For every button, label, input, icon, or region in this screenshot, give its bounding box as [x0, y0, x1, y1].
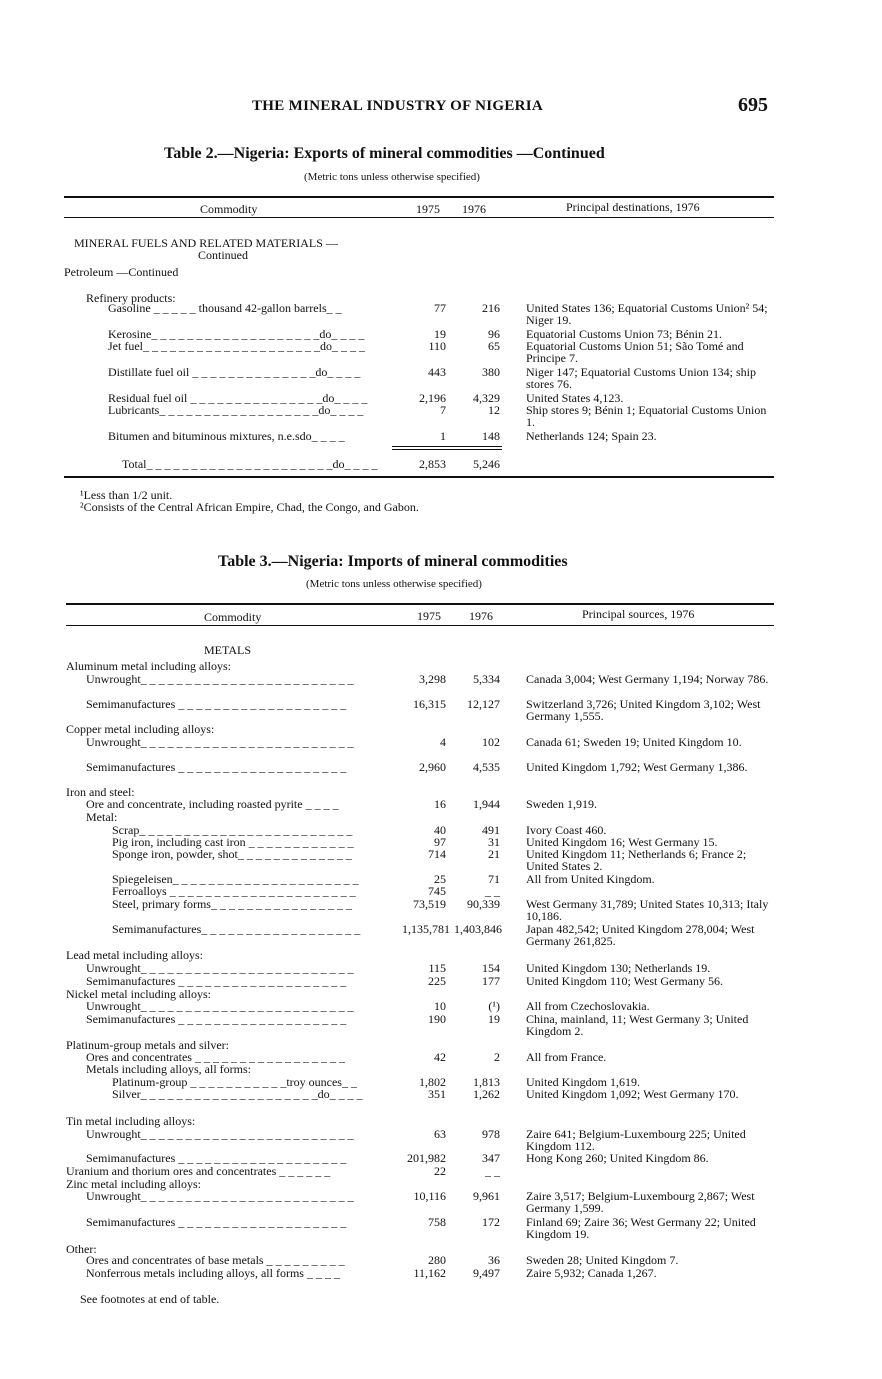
row-value-1976: 21 — [488, 847, 500, 861]
row-label: Semimanufactures _ _ _ _ _ _ _ _ _ _ _ _ _ _ _ _ _ _ _ — [86, 1012, 347, 1026]
row-value-1975: 10 — [434, 999, 446, 1013]
row-value-1975: 1,135,781 — [402, 922, 450, 936]
row-label: Uranium and thorium ores and concentrates _ _ _ _ _ _ — [66, 1164, 331, 1178]
row-value-1975: 1 — [440, 429, 446, 443]
row-label: Distillate fuel oil _ _ _ _ _ _ _ _ _ _ _ _ _ _do_ _ _ _ — [108, 365, 361, 379]
table2-col-destinations: Principal destinations, 1976 — [566, 200, 700, 214]
row-value-1976: 1,403,846 — [454, 922, 502, 936]
row-label: Spiegeleisen_ _ _ _ _ _ _ _ _ _ _ _ _ _ _ _ _ _ _ _ _ — [112, 872, 359, 886]
row-value-1975: 745 — [428, 884, 446, 898]
row-value-1975: 3,298 — [419, 672, 446, 686]
row-label: Bitumen and bituminous mixtures, n.e.sdo_ _ _ _ — [108, 429, 345, 443]
row-value-1975: 110 — [428, 339, 446, 353]
table3-col-commodity: Commodity — [204, 610, 262, 624]
row-destinations: Niger 147; Equatorial Customs Union 134; ship stores 76. — [526, 365, 756, 391]
row-value-1975: 351 — [428, 1087, 446, 1101]
row-sources: United Kingdom 1,092; West Germany 170. — [526, 1087, 739, 1101]
table3-footnote: See footnotes at end of table. — [80, 1292, 220, 1306]
row-label: Nonferrous metals including alloys, all forms _ _ _ _ — [86, 1266, 340, 1280]
row-label: Ores and concentrates of base metals _ _ _ _ _ _ _ _ _ — [86, 1253, 345, 1267]
row-value-1975: 190 — [428, 1012, 446, 1026]
row-value-1976: 491 — [482, 823, 500, 837]
row-label: Gasoline _ _ _ _ _ thousand 42-gallon barrels_ _ — [108, 301, 342, 315]
row-value-1975: 77 — [434, 301, 446, 315]
row-label: Nickel metal including alloys: — [66, 987, 211, 1001]
row-value-1976: 5,246 — [473, 457, 500, 471]
row-destinations: Netherlands 124; Spain 23. — [526, 429, 657, 443]
row-sources: All from Czechoslovakia. — [526, 999, 650, 1013]
table2-subsection: Petroleum —Continued — [64, 265, 179, 279]
row-value-1975: 22 — [434, 1164, 446, 1178]
row-value-1975: 280 — [428, 1253, 446, 1267]
row-value-1976: 4,535 — [473, 760, 500, 774]
page-number: 695 — [738, 94, 768, 116]
row-sources: United Kingdom 16; West Germany 15. — [526, 835, 718, 849]
row-destinations: United States 136; Equatorial Customs Union² 54; Niger 19. — [526, 301, 768, 327]
row-label: Tin metal including alloys: — [66, 1114, 196, 1128]
row-value-1975: 10,116 — [413, 1189, 446, 1203]
row-label: Residual fuel oil _ _ _ _ _ _ _ _ _ _ _ _ _ _ _do_ _ _ _ — [108, 391, 368, 405]
row-value-1976: (¹) — [488, 999, 500, 1013]
row-value-1975: 7 — [440, 403, 446, 417]
table2-group: Refinery products: — [86, 291, 176, 305]
row-sources: All from France. — [526, 1050, 607, 1064]
row-label: Metals including alloys, all forms: — [86, 1062, 251, 1076]
row-value-1975: 2,960 — [419, 760, 446, 774]
row-label: Semimanufactures _ _ _ _ _ _ _ _ _ _ _ _ _ _ _ _ _ _ _ — [86, 760, 347, 774]
row-value-1975: 443 — [428, 365, 446, 379]
row-value-1975: 19 — [434, 327, 446, 341]
row-value-1976: 9,497 — [473, 1266, 500, 1280]
row-sources: Zaire 641; Belgium-Luxembourg 225; United Kingdom 112. — [526, 1127, 746, 1153]
row-value-1976: 154 — [482, 961, 500, 975]
row-value-1976: 4,329 — [473, 391, 500, 405]
row-value-1975: 225 — [428, 974, 446, 988]
row-label: Sponge iron, powder, shot_ _ _ _ _ _ _ _ _ _ _ _ _ — [112, 847, 352, 861]
row-value-1975: 4 — [440, 735, 446, 749]
row-sources: Switzerland 3,726; United Kingdom 3,102; West Germany 1,555. — [526, 697, 761, 723]
row-value-1975: 63 — [434, 1127, 446, 1141]
row-value-1976: 5,334 — [473, 672, 500, 686]
row-label: Silver_ _ _ _ _ _ _ _ _ _ _ _ _ _ _ _ _ _ _ _do_ _ _ _ — [112, 1087, 363, 1101]
table2-col-1975: 1975 — [416, 202, 440, 216]
row-label: Semimanufactures _ _ _ _ _ _ _ _ _ _ _ _ _ _ _ _ _ _ _ — [86, 974, 347, 988]
row-label: Semimanufactures _ _ _ _ _ _ _ _ _ _ _ _ _ _ _ _ _ _ _ — [86, 1151, 347, 1165]
row-value-1976: _ _ — [485, 1164, 500, 1178]
row-label: Semimanufactures_ _ _ _ _ _ _ _ _ _ _ _ _ _ _ _ _ _ — [112, 922, 361, 936]
row-sources: Canada 3,004; West Germany 1,194; Norway 786. — [526, 672, 769, 686]
row-sources: United Kingdom 1,792; West Germany 1,386. — [526, 760, 748, 774]
row-label: Unwrought_ _ _ _ _ _ _ _ _ _ _ _ _ _ _ _ _ _ _ _ _ _ _ _ — [86, 735, 354, 749]
row-value-1976: 1,813 — [473, 1075, 500, 1089]
row-value-1976: 12,127 — [467, 697, 500, 711]
row-label: Ores and concentrates _ _ _ _ _ _ _ _ _ _ _ _ _ _ _ _ _ — [86, 1050, 345, 1064]
row-label: Unwrought_ _ _ _ _ _ _ _ _ _ _ _ _ _ _ _ _ _ _ _ _ _ _ _ — [86, 1189, 354, 1203]
row-sources: Japan 482,542; United Kingdom 278,004; West Germany 261,825. — [526, 922, 755, 948]
row-value-1976: 2 — [494, 1050, 500, 1064]
row-label: Aluminum metal including alloys: — [66, 659, 231, 673]
table3-title: Table 3.—Nigeria: Imports of mineral commodities — [218, 553, 568, 570]
row-value-1975: 201,982 — [407, 1151, 446, 1165]
row-sources: Zaire 5,932; Canada 1,267. — [526, 1266, 657, 1280]
row-label: Semimanufactures _ _ _ _ _ _ _ _ _ _ _ _ _ _ _ _ _ _ _ — [86, 1215, 347, 1229]
row-value-1976: 978 — [482, 1127, 500, 1141]
table3-section-heading: METALS — [204, 643, 252, 657]
row-value-1975: 97 — [434, 835, 446, 849]
row-value-1975: 25 — [434, 872, 446, 886]
row-sources: United Kingdom 11; Netherlands 6; France 2; United States 2. — [526, 847, 747, 873]
row-destinations: Ship stores 9; Bénin 1; Equatorial Customs Union 1. — [526, 403, 767, 429]
row-sources: Sweden 1,919. — [526, 797, 597, 811]
row-value-1975: 758 — [428, 1215, 446, 1229]
footnote-1: ¹Less than 1/2 unit. — [80, 488, 173, 502]
row-value-1976: 19 — [488, 1012, 500, 1026]
row-label: Unwrought_ _ _ _ _ _ _ _ _ _ _ _ _ _ _ _ _ _ _ _ _ _ _ _ — [86, 961, 354, 975]
table2-col-1976: 1976 — [462, 202, 486, 216]
row-label: Ferroalloys _ _ _ _ _ _ _ _ _ _ _ _ _ _ _ _ _ _ _ _ _ — [112, 884, 356, 898]
row-sources: United Kingdom 110; West Germany 56. — [526, 974, 724, 988]
row-value-1976: 216 — [482, 301, 500, 315]
row-label: Kerosine_ _ _ _ _ _ _ _ _ _ _ _ _ _ _ _ _ _ _do_ _ _ _ — [108, 327, 365, 341]
row-value-1976: 96 — [488, 327, 500, 341]
table2-top-rule — [64, 196, 774, 198]
row-value-1975: 115 — [428, 961, 446, 975]
row-value-1976: 172 — [482, 1215, 500, 1229]
table2-section-heading: MINERAL FUELS AND RELATED MATERIALS — — [74, 236, 338, 250]
running-title: THE MINERAL INDUSTRY OF NIGERIA — [252, 98, 544, 114]
row-value-1976: 1,944 — [473, 797, 500, 811]
row-destinations: Equatorial Customs Union 51; São Tomé and Principe 7. — [526, 339, 744, 365]
row-sources: Sweden 28; United Kingdom 7. — [526, 1253, 679, 1267]
row-label: Ore and concentrate, including roasted pyrite _ _ _ _ — [86, 797, 339, 811]
table3-header-rule — [66, 625, 774, 626]
row-label: Platinum-group metals and silver: — [66, 1038, 229, 1052]
row-label: Platinum-group _ _ _ _ _ _ _ _ _ _ _troy ounces_ _ — [112, 1075, 357, 1089]
row-label: Other: — [66, 1242, 97, 1256]
row-sources: West Germany 31,789; United States 10,313; Italy 10,186. — [526, 897, 769, 923]
row-label: Steel, primary forms_ _ _ _ _ _ _ _ _ _ _ _ _ _ _ _ — [112, 897, 352, 911]
row-label: Unwrought_ _ _ _ _ _ _ _ _ _ _ _ _ _ _ _ _ _ _ _ _ _ _ _ — [86, 672, 354, 686]
row-sources: Canada 61; Sweden 19; United Kingdom 10. — [526, 735, 742, 749]
row-sources: United Kingdom 1,619. — [526, 1075, 640, 1089]
row-sources: Zaire 3,517; Belgium-Luxembourg 2,867; West Germany 1,599. — [526, 1189, 755, 1215]
row-value-1975: 714 — [428, 847, 446, 861]
row-value-1975: 16 — [434, 797, 446, 811]
table2-section-continued: Continued — [198, 248, 248, 262]
row-label: Scrap_ _ _ _ _ _ _ _ _ _ _ _ _ _ _ _ _ _ _ _ _ _ _ _ — [112, 823, 353, 837]
row-value-1976: _ _ — [485, 884, 500, 898]
table3-col-1976: 1976 — [469, 609, 493, 623]
table3-subtitle: (Metric tons unless otherwise specified) — [306, 578, 482, 590]
row-value-1976: 9,961 — [473, 1189, 500, 1203]
row-value-1976: 380 — [482, 365, 500, 379]
row-label: Semimanufactures _ _ _ _ _ _ _ _ _ _ _ _ _ _ _ _ _ _ _ — [86, 697, 347, 711]
row-value-1976: 65 — [488, 339, 500, 353]
row-label: Unwrought_ _ _ _ _ _ _ _ _ _ _ _ _ _ _ _ _ _ _ _ _ _ _ _ — [86, 999, 354, 1013]
row-label: Zinc metal including alloys: — [66, 1177, 201, 1191]
row-label: Pig iron, including cast iron _ _ _ _ _ _ _ _ _ _ _ _ — [112, 835, 354, 849]
row-sources: All from United Kingdom. — [526, 872, 655, 886]
row-label: Lubricants_ _ _ _ _ _ _ _ _ _ _ _ _ _ _ _ _ _do_ _ _ _ — [108, 403, 364, 417]
table2-header-rule — [64, 217, 774, 218]
table2-title: Table 2.—Nigeria: Exports of mineral commodities —Continued — [164, 145, 605, 162]
row-value-1975: 16,315 — [413, 697, 446, 711]
table2-col-commodity: Commodity — [200, 202, 258, 216]
row-label: Iron and steel: — [66, 785, 135, 799]
row-value-1976: 36 — [488, 1253, 500, 1267]
row-value-1976: 90,339 — [467, 897, 500, 911]
row-value-1976: 148 — [482, 429, 500, 443]
table3-col-1975: 1975 — [417, 609, 441, 623]
sum-rule — [392, 446, 502, 447]
table2-bottom-rule — [64, 476, 774, 478]
row-value-1976: 31 — [488, 835, 500, 849]
row-value-1976: 1,262 — [473, 1087, 500, 1101]
row-value-1975: 11,162 — [413, 1266, 446, 1280]
footnote-2: ²Consists of the Central African Empire, Chad, the Congo, and Gabon. — [80, 500, 419, 514]
row-sources: United Kingdom 130; Netherlands 19. — [526, 961, 711, 975]
row-value-1975: 73,519 — [413, 897, 446, 911]
row-value-1976: 71 — [488, 872, 500, 886]
row-label: Unwrought_ _ _ _ _ _ _ _ _ _ _ _ _ _ _ _ _ _ _ _ _ _ _ _ — [86, 1127, 354, 1141]
table2-subtitle: (Metric tons unless otherwise specified) — [304, 171, 480, 183]
row-value-1975: 2,853 — [419, 457, 446, 471]
row-sources: Finland 69; Zaire 36; West Germany 22; United Kingdom 19. — [526, 1215, 756, 1241]
row-label: Lead metal including alloys: — [66, 948, 203, 962]
row-value-1975: 40 — [434, 823, 446, 837]
row-value-1975: 42 — [434, 1050, 446, 1064]
row-label: Copper metal including alloys: — [66, 722, 215, 736]
row-value-1976: 177 — [482, 974, 500, 988]
table3-col-sources: Principal sources, 1976 — [582, 607, 695, 621]
row-sources: Ivory Coast 460. — [526, 823, 607, 837]
row-value-1976: 347 — [482, 1151, 500, 1165]
row-value-1975: 2,196 — [419, 391, 446, 405]
row-destinations: Equatorial Customs Union 73; Bénin 21. — [526, 327, 722, 341]
row-label: Total_ _ _ _ _ _ _ _ _ _ _ _ _ _ _ _ _ _ _ _ _do_ _ _ _ — [122, 457, 378, 471]
table3-top-rule — [66, 603, 774, 605]
row-sources: Hong Kong 260; United Kingdom 86. — [526, 1151, 709, 1165]
row-destinations: United States 4,123. — [526, 391, 624, 405]
row-value-1976: 102 — [482, 735, 500, 749]
row-value-1976: 12 — [488, 403, 500, 417]
row-value-1975: 1,802 — [419, 1075, 446, 1089]
sum-rule — [392, 449, 502, 450]
row-label: Jet fuel_ _ _ _ _ _ _ _ _ _ _ _ _ _ _ _ _ _ _ _do_ _ _ _ — [108, 339, 365, 353]
row-sources: China, mainland, 11; West Germany 3; United Kingdom 2. — [526, 1012, 749, 1038]
row-label: Metal: — [86, 810, 118, 824]
